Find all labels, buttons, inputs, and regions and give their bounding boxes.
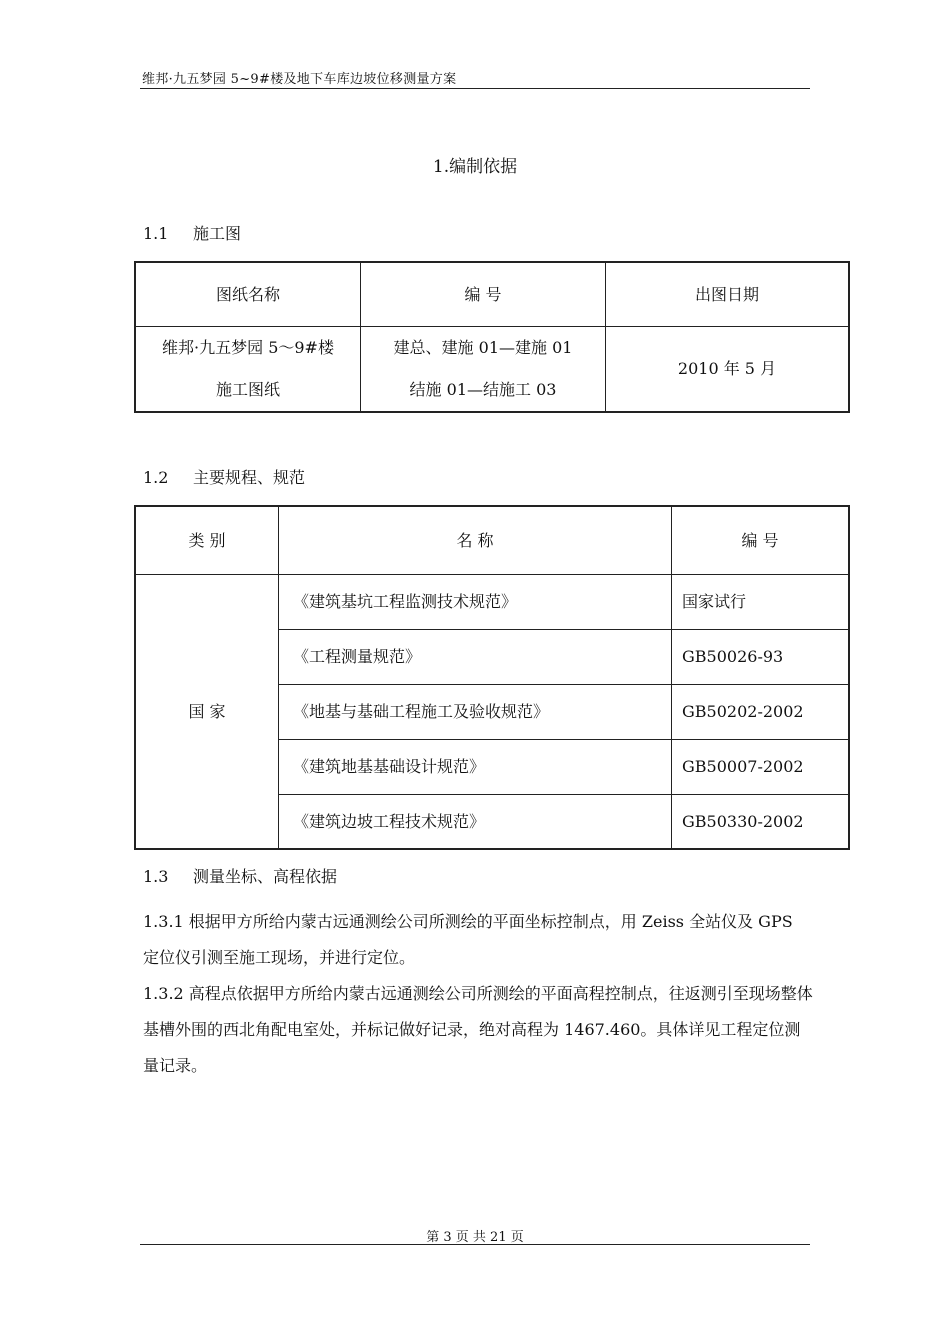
standard-code-cell: GB50026-93 xyxy=(672,629,850,684)
standard-name-cell: 《地基与基础工程施工及验收规范》 xyxy=(279,684,672,739)
subsection-title: 施工图 xyxy=(193,224,242,243)
header-cell: 图纸名称 xyxy=(135,262,361,326)
drawing-code-line: 建总、建施 01—建施 01 xyxy=(393,337,573,357)
subsection-1-2 xyxy=(143,465,305,488)
header-cell: 编 号 xyxy=(672,506,850,574)
subsection-title: 测量坐标、高程依据 xyxy=(193,867,338,886)
paragraph-1-3-1: 1.3.1 根据甲方所给内蒙古远通测绘公司所测绘的平面坐标控制点，用 Zeiss 全站仪及 GPS 定位仪引测至施工现场，并进行定位。 xyxy=(143,912,793,967)
standards-table xyxy=(134,505,850,850)
subsection-number: 1.1 xyxy=(143,224,169,243)
standard-name-cell: 《建筑地基基础设计规范》 xyxy=(279,739,672,794)
section-title: 1.编制依据 xyxy=(432,157,518,177)
header-cell: 出图日期 xyxy=(606,262,850,326)
table-header-row xyxy=(135,262,849,326)
standard-code-cell: GB50202-2002 xyxy=(672,684,850,739)
header-divider xyxy=(140,88,810,89)
table-row xyxy=(135,326,849,412)
table-header-row xyxy=(135,506,849,574)
drawing-date-cell: 2010 年 5 月 xyxy=(606,326,850,412)
table-row xyxy=(135,574,849,629)
standard-name-cell: 《工程测量规范》 xyxy=(279,629,672,684)
header-cell: 类 别 xyxy=(135,506,279,574)
standard-code-cell: 国家试行 xyxy=(672,574,850,629)
drawing-code-line: 结施 01—结施工 03 xyxy=(409,379,557,399)
standard-name-cell: 《建筑边坡工程技术规范》 xyxy=(279,794,672,849)
drawing-name-line: 施工图纸 xyxy=(215,379,280,399)
drawing-name-cell xyxy=(135,326,361,412)
standard-name-cell: 《建筑基坑工程监测技术规范》 xyxy=(279,574,672,629)
document-header: 维邦·九五梦园 5~9#楼及地下车库边坡位移测量方案 xyxy=(142,72,457,87)
subsection-1-3 xyxy=(143,864,337,887)
footer-divider xyxy=(140,1244,810,1245)
paragraph-1-3-2: 1.3.2 高程点依据甲方所给内蒙古远通测绘公司所测绘的平面高程控制点，往返测引至现场整体基槽外围的西北角配电室处，并标记做好记录，绝对高程为 1467.460。具体详见工程定位测量记录。 xyxy=(143,984,813,1075)
drawing-code-cell xyxy=(361,326,606,412)
drawings-table xyxy=(134,261,850,413)
header-cell: 编 号 xyxy=(361,262,606,326)
category-cell: 国 家 xyxy=(135,574,279,849)
drawing-name-line: 维邦·九五梦园 5～9#楼 xyxy=(162,337,334,357)
standard-code-cell: GB50007-2002 xyxy=(672,739,850,794)
subsection-1-1 xyxy=(143,221,241,244)
subsection-number: 1.2 xyxy=(143,468,169,487)
page-number: 第 3 页 共 21 页 xyxy=(426,1230,524,1245)
subsection-title: 主要规程、规范 xyxy=(193,468,306,487)
standard-code-cell: GB50330-2002 xyxy=(672,794,850,849)
header-cell: 名 称 xyxy=(279,506,672,574)
subsection-number: 1.3 xyxy=(143,867,169,886)
